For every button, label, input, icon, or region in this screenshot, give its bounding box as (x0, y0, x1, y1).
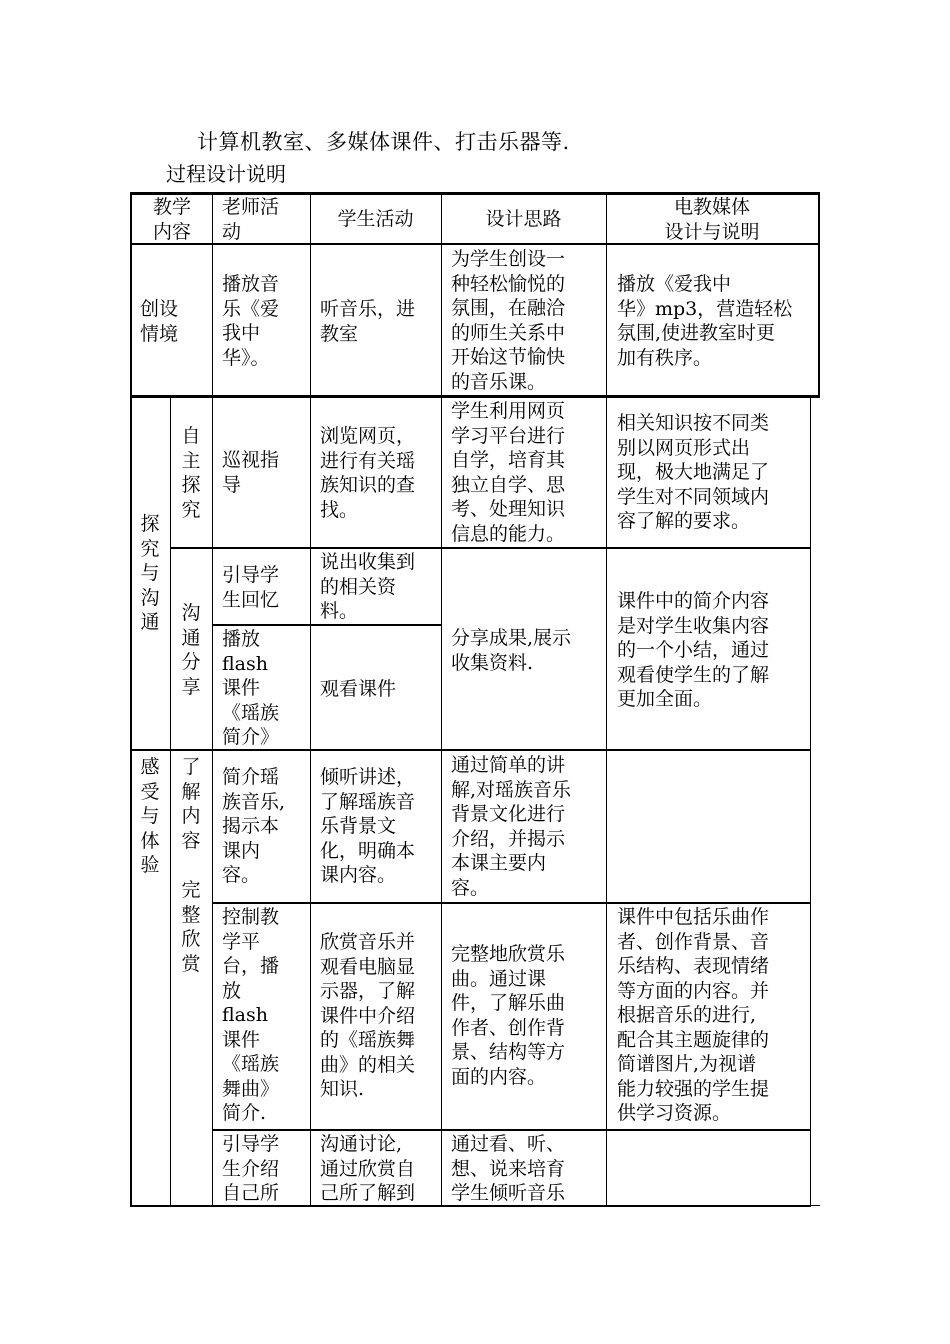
row-line (212, 624, 441, 626)
group2-sub2-teacher-a: 引导学 生回忆 (222, 564, 280, 611)
section-title: 过程设计说明 (166, 162, 286, 186)
group3-row-b-design: 完整地欣赏乐 曲。通过课 件，了解乐曲 作者、创作背 景、结构等方 面的内容。 (451, 943, 566, 1088)
group3-sub-label-1: 了解内容 (181, 756, 201, 852)
group2-sub1-design: 学生利用网页 学习平台进行 自学，培育其 独立自学、思 考、处理知识 信息的能力。 (451, 400, 566, 545)
group3-row-b-media: 课件中包括乐曲作 者、创作背景、音 乐结构、表现情绪 等方面的内容。并 根据音乐的进行, 配合其主题旋律的 简谱图片,为视谱 能力较强的学生提 供学习资源。 (617, 906, 770, 1124)
col-line (606, 192, 607, 1207)
col-line (441, 192, 442, 1207)
group3-label: 感受与体验 (140, 756, 160, 876)
row-line (212, 1129, 811, 1131)
row1-content: 创设 情境 (140, 298, 179, 345)
group3-row-c-teacher: 引导学 生介绍 自己所 (222, 1133, 280, 1204)
row1-design: 为学生创设一 种轻松愉悦的 氛围，在融洽 的师生关系中 开始这节愉快 的音乐课。 (451, 248, 566, 393)
group2-sub1-student: 浏览网页， 进行有关瑶 族知识的查 找。 (320, 425, 416, 521)
header-teacher: 老师活 动 (222, 196, 280, 243)
group2-sub2-teacher-b: 播放 flash 课件 《瑶族 简介》 (222, 628, 280, 748)
col-line (170, 395, 171, 1207)
group3-row-a-design: 通过简单的讲 解,对瑶族音乐 背景文化进行 介绍，并揭示 本课主要内 容。 (451, 754, 572, 899)
group3-row-a-teacher: 简介瑶 族音乐, 揭示本 课内 容。 (222, 766, 286, 886)
group2-sub2-student-a: 说出收集到 的相关资 料。 (320, 551, 416, 622)
group2-label: 探究与沟通 (140, 513, 160, 633)
group2-sub1-teacher: 巡视指 导 (222, 449, 280, 496)
group2-sub2-label: 沟通分享 (181, 602, 201, 698)
row-line (130, 395, 820, 398)
group2-sub1-label: 自主探究 (181, 425, 201, 521)
group2-sub2-design: 分享成果,展示 收集资料. (451, 627, 572, 674)
row1-teacher: 播放音 乐《爱 我中 华》。 (222, 273, 280, 369)
col-line (212, 192, 213, 1207)
header-media: 电教媒体 设计与说明 (664, 196, 760, 243)
header-student: 学生活动 (337, 208, 414, 230)
group3-row-a-student: 倾听讲述， 了解瑶族音 乐背景文 化，明确本 课内容。 (320, 766, 416, 886)
group3-row-b-teacher: 控制教 学平 台，播 放 flash 课件 《瑶族 舞曲》 简介. (222, 906, 280, 1124)
row1-media: 播放《爱我中 华》mp3，营造轻松 氛围,使进教室时更 加有秩序。 (617, 273, 793, 369)
col-line (818, 192, 820, 398)
group2-sub2-media: 课件中的简介内容 是对学生收集内容 的一个小结，通过 观看使学生的了解 更加全面。 (617, 590, 770, 710)
row-line (170, 547, 811, 549)
group3-row-c-design: 通过看、听、 想、说来培育 学生倾听音乐 (451, 1133, 566, 1204)
materials-line: 计算机教室、多媒体课件、打击乐器等. (197, 130, 570, 154)
group3-sub-label-2: 完整欣赏 (181, 879, 201, 975)
table-border-bottom-tail (811, 1205, 820, 1206)
header-design: 设计思路 (485, 208, 562, 230)
col-line (310, 192, 311, 1207)
group2-sub2-student-b: 观看课件 (320, 678, 397, 700)
group3-row-c-student: 沟通讨论, 通过欣赏自 己所了解到 (320, 1133, 416, 1204)
row-line (212, 902, 811, 904)
group2-sub1-media: 相关知识按不同类 别以网页形式出 现，极大地满足了 学生对不同领域内 容了解的要求。 (617, 412, 770, 532)
header-content: 教学 内容 (152, 196, 191, 243)
col-line (810, 395, 811, 1207)
group3-row-b-student: 欣赏音乐并 观看电脑显 示器，了解 课件中介绍 的《瑶族舞 曲》的相关 知识. (320, 931, 416, 1100)
col-line (130, 192, 132, 1207)
row1-student: 听音乐，进 教室 (320, 298, 416, 345)
